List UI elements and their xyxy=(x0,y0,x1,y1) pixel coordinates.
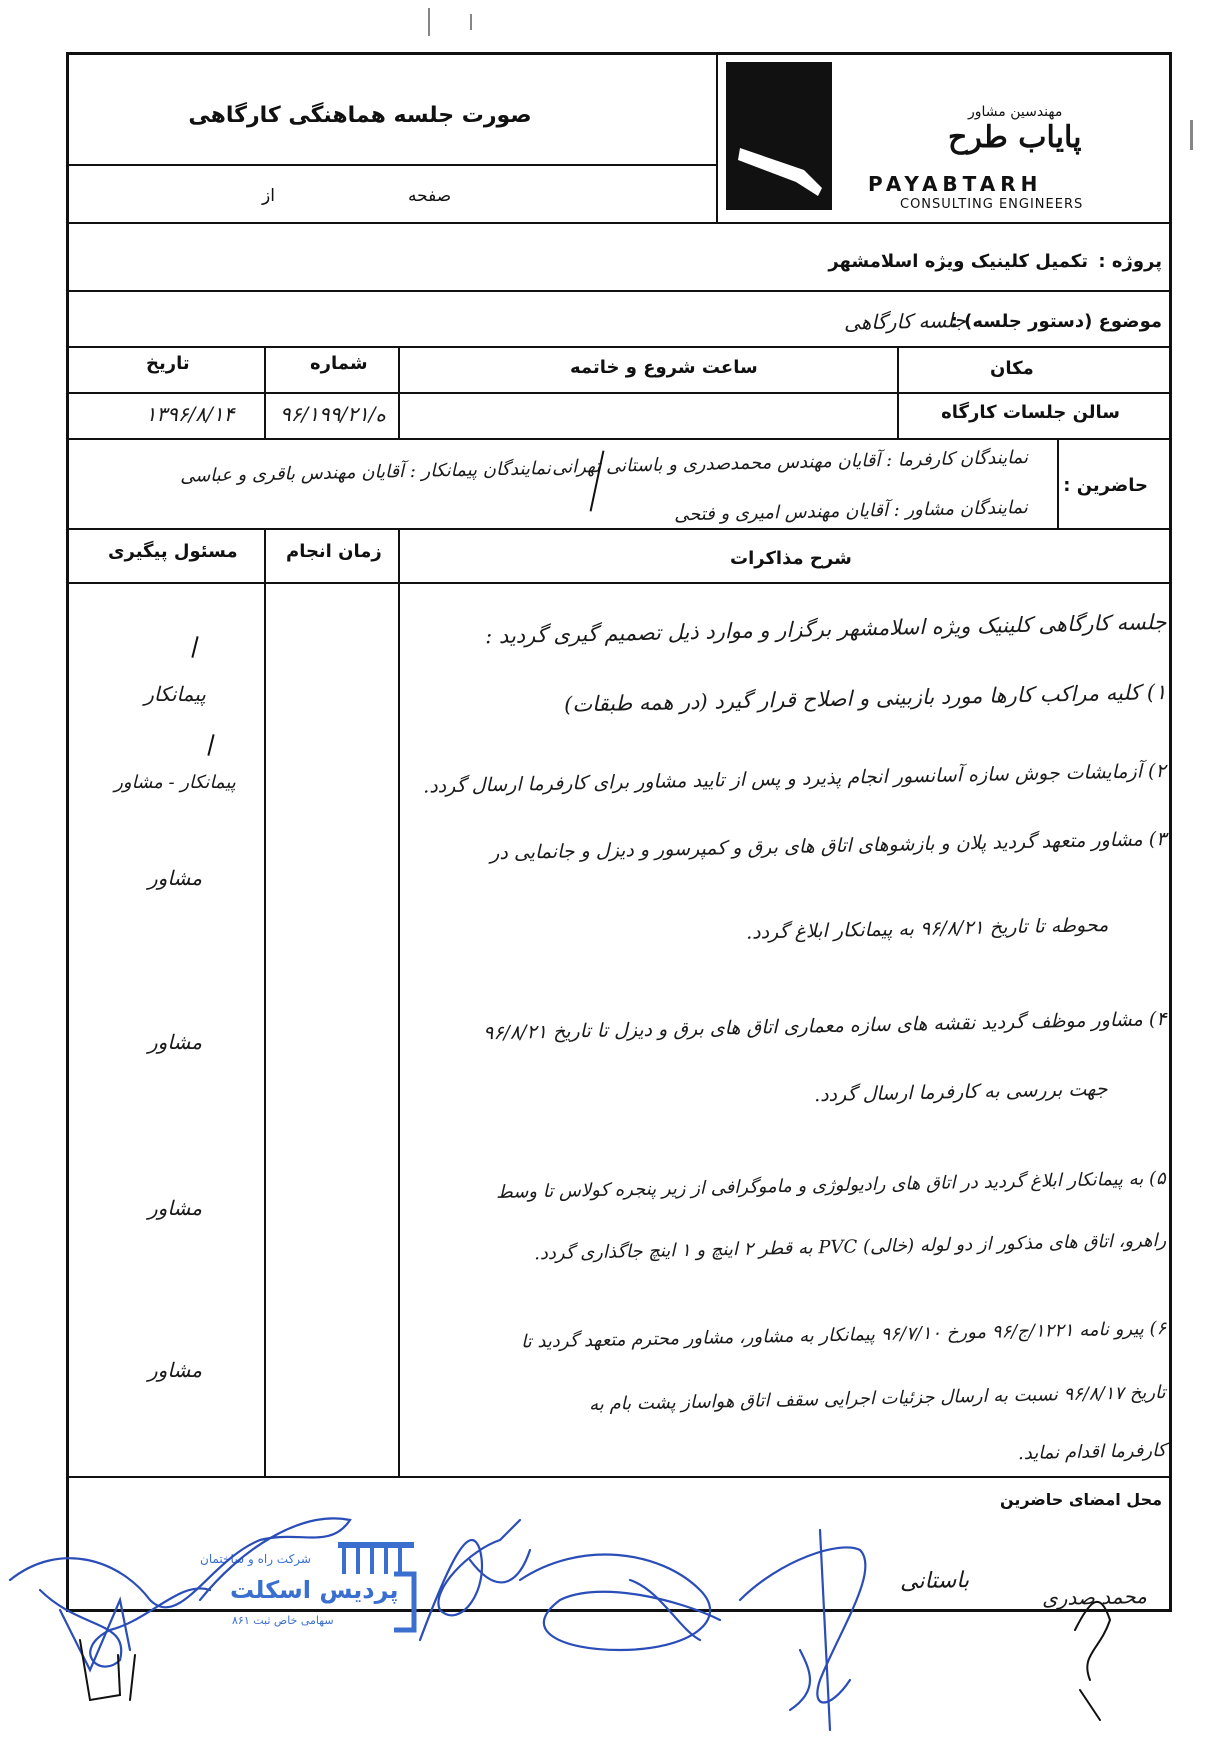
row-line xyxy=(68,528,1170,530)
signature-scribble-5 xyxy=(80,1640,135,1700)
place-value: سالن جلسات کارگاه xyxy=(941,402,1120,423)
logo-mark-icon xyxy=(726,62,832,210)
header-divider xyxy=(716,54,718,222)
scan-noise xyxy=(428,8,430,36)
minutes-item-1-line-1: ۱) کلیه مراکب کارها مورد بازبینی و اصلاح قرار گیرد (در همه طبقات) xyxy=(563,680,1167,717)
row-line xyxy=(68,222,1170,224)
row-line xyxy=(68,438,1170,440)
responsible-item-2: پیمانکار - مشاور xyxy=(114,772,236,793)
responsible-header: مسئول پیگیری xyxy=(108,541,238,562)
responsible-item-5: مشاور xyxy=(148,1196,202,1220)
signature-scribble-2 xyxy=(420,1520,520,1640)
minutes-item-2-line-1: ۲) آزمایشات جوش سازه آسانسور انجام پذیرد و پس از تایید مشاور برای کارفرما ارسال گردد. xyxy=(423,760,1167,798)
date-header: تاریخ xyxy=(146,353,190,374)
signature-name-2: محمد صدری xyxy=(1041,1584,1148,1611)
signature-scribble-3 xyxy=(520,1555,720,1650)
of-label: از xyxy=(262,186,275,206)
signature-name-1: باستانی xyxy=(899,1568,970,1595)
company-name-fa: پایاب طرح xyxy=(948,120,1082,155)
attendees-consultant: نمایندگان مشاور : آقایان مهندس امیری و فتحی xyxy=(674,497,1029,526)
row-line xyxy=(68,582,1170,584)
place-header: مکان xyxy=(990,358,1034,379)
attendees-contractor: نمایندگان پیمانکار : آقایان مهندس باقری و عباسی xyxy=(179,458,552,487)
project-value: تکمیل کلینیک ویژه اسلامشهر xyxy=(828,251,1088,272)
minutes-item-5-line-2: راهرو، اتاق های مذکور از دو لوله (خالی) PVC به قطر ۲ اینچ و ۱ اینچ جاگذاری گردد. xyxy=(533,1230,1167,1265)
company-name-en: PAYABTARH xyxy=(868,172,1043,196)
signatures-graphic xyxy=(0,1480,1228,1742)
col-line xyxy=(1057,438,1059,530)
form-title: صورت جلسه هماهنگی کارگاهی xyxy=(188,103,532,128)
row-line xyxy=(68,1476,1170,1478)
signature-label: محل امضای حاضرین xyxy=(999,1490,1162,1509)
scan-noise xyxy=(1190,120,1193,150)
col-line xyxy=(264,528,266,1476)
responsible-item-1: پیمانکار xyxy=(144,682,206,706)
attendees-employer: نمایندگان کارفرما : آقایان مهندس محمدصدری و باستانی تهرانی xyxy=(551,447,1029,478)
row-line xyxy=(68,290,1170,292)
minutes-item-4-line-1: ۴) مشاور موظف گردید نقشه های سازه معماری اتاق های برق و دیزل تا تاریخ ۹۶/۸/۲۱ xyxy=(482,1008,1167,1045)
minutes-item-5-line-1: ۵) به پیمانکار ابلاغ گردید در اتاق های رادیولوژی و ماموگرافی از زیر پنجره کولاس تا وسط xyxy=(496,1168,1167,1204)
company-logo xyxy=(726,62,832,210)
project-label: پروژه : xyxy=(1098,251,1162,272)
stamp-sub-line: سهامی خاص ثبت ۸۶۱ xyxy=(232,1614,334,1627)
stamp-company-line: شرکت راه و ساختمان xyxy=(200,1552,311,1566)
subject-value: جلسه کارگاهی xyxy=(843,308,967,335)
responsible-item-3: مشاور xyxy=(148,866,202,890)
minutes-item-3-line-2: محوطه تا تاریخ ۹۶/۸/۲۱ به پیمانکار ابلاغ گردد. xyxy=(745,914,1109,944)
time-header: ساعت شروع و خاتمه xyxy=(570,357,758,378)
done-time-header: زمان انجام xyxy=(286,541,382,562)
attendees-label: حاضرین : xyxy=(1063,475,1148,496)
responsible-item-4: مشاور xyxy=(148,1030,202,1054)
minutes-item-6-line-2: تاریخ ۹۶/۸/۱۷ نسبت به ارسال جزئیات اجرایی سقف اتاق هواساز پشت بام به xyxy=(589,1382,1167,1416)
number-value: ۹۶/۱۹۹/ه/۲۱ xyxy=(280,402,386,426)
page-label: صفحه xyxy=(408,186,452,206)
col-line xyxy=(398,528,400,1476)
row-line xyxy=(68,392,1170,394)
subject-label: موضوع (دستور جلسه) : xyxy=(950,311,1162,332)
signature-scribble-4 xyxy=(740,1547,865,1702)
signature-scribble-6 xyxy=(1075,1602,1110,1720)
row-line xyxy=(68,346,1170,348)
description-header: شرح مذاکرات xyxy=(730,548,852,569)
minutes-item-6-line-3: کارفرما اقدام نماید. xyxy=(1017,1440,1167,1465)
header-split-line xyxy=(68,164,718,166)
stamp-name: پردیس اسکلت xyxy=(230,1576,399,1604)
minutes-item-4-line-2: جهت بررسی به کارفرما ارسال گردد. xyxy=(814,1078,1109,1107)
scan-noise xyxy=(470,14,472,30)
company-small-line: مهندسین مشاور xyxy=(968,104,1063,120)
minutes-intro: جلسه کارگاهی کلینیک ویژه اسلامشهر برگزار و موارد ذیل تصمیم گیری گردید : xyxy=(484,610,1167,649)
date-value: ۱۳۹۶/۸/۱۴ xyxy=(145,402,235,426)
minutes-item-6-line-1: ۶) پیرو نامه ۱۲۲۱/ج/۹۶ مورخ ۹۶/۷/۱۰ پیمانکار به مشاور، مشاور محترم متعهد گردید تا xyxy=(520,1318,1167,1353)
responsible-item-6: مشاور xyxy=(148,1358,202,1382)
minutes-item-3-line-1: ۳) مشاور متعهد گردید پلان و بازشوهای اتاق های برق و کمپرسور و دیزل و جانمایی در xyxy=(489,828,1167,865)
number-header: شماره xyxy=(310,353,368,374)
company-subtitle-en: CONSULTING ENGINEERS xyxy=(900,197,1084,212)
